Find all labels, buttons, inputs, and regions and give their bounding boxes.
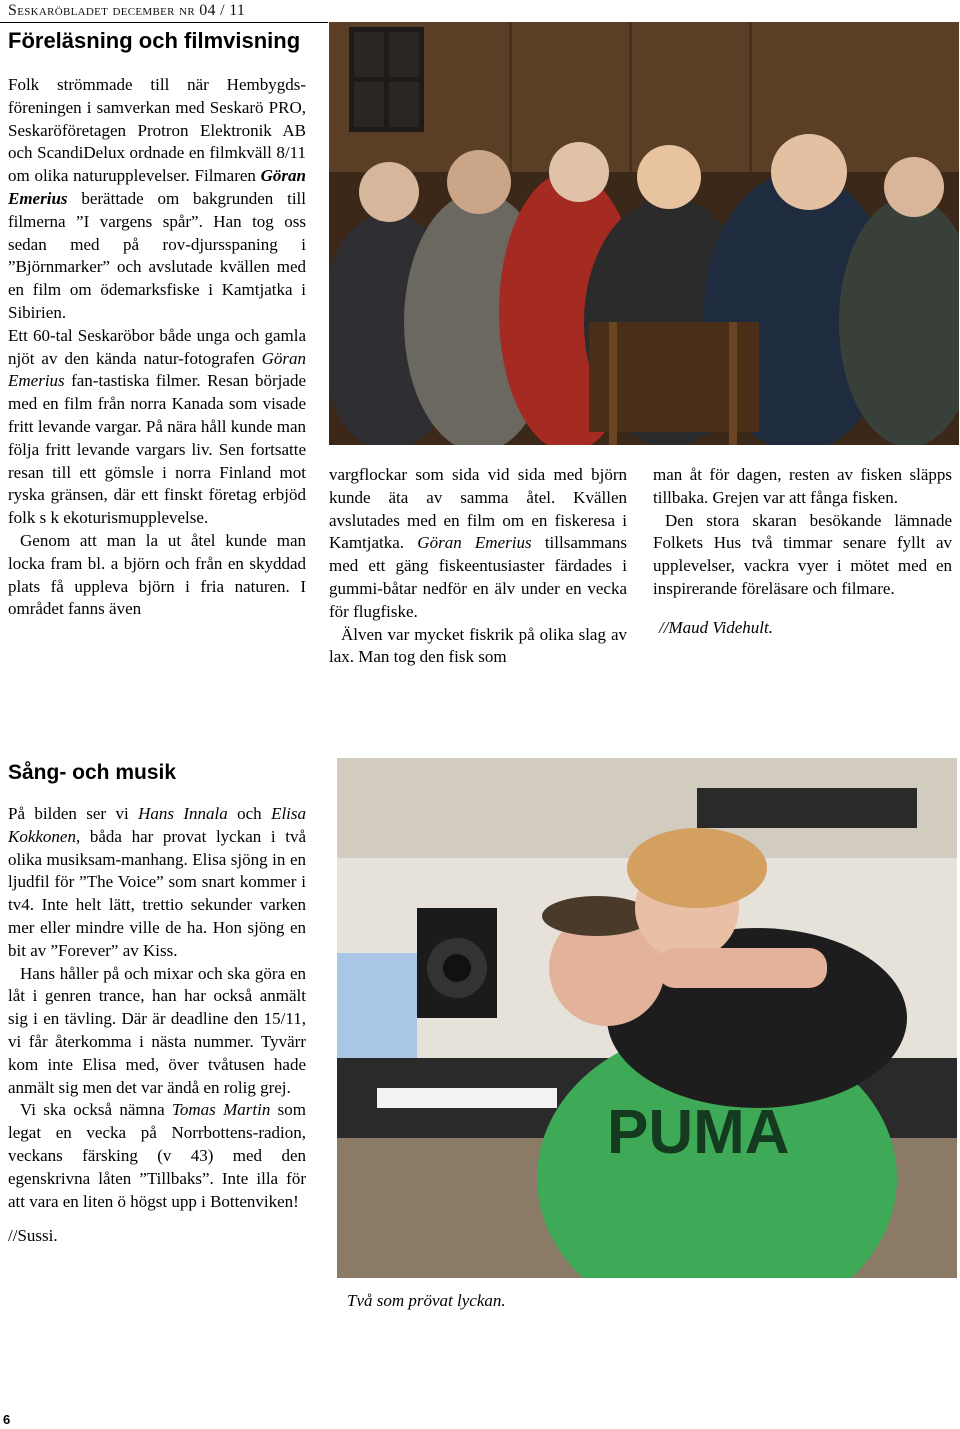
paragraph: Den stora skaran besökande lämnade Folkets Hus två timmar senare fyllt av upplevelser, vackra vyer i mötet med en inspirerande föreläsare och filmare. (653, 510, 952, 598)
text-run: Vi ska också nämna (20, 1100, 172, 1120)
text-run: , båda har provat lyckan i två olika musiksam-manhang. Elisa sjöng in en ljudfil för ”The Voice” som snart kommer i tv4. Inte helt lätt, trettio sekunder varken mer eller mindre ville de ha. Hon sjöng en bit av ”Forever” av Kiss. (8, 826, 306, 960)
text-run-name: Göran Emerius (417, 533, 532, 553)
audience-photo-image (329, 22, 959, 445)
text-run: Folk strömmade till när Hembygds-föreningen i samverkan med Seskarö PRO, Seskaröföretagen Protron Elektronik AB och ScandiDelux ordnade en filmkväll 8/11 om olika naturupplevelser. Filmaren (8, 75, 306, 186)
paragraph: Älven var mycket fiskrik på olika slag av lax. Man tog den fisk som (329, 624, 627, 667)
text-run: På bilden ser vi (8, 804, 139, 823)
audience-photo (329, 22, 959, 445)
header-rule (0, 22, 328, 23)
photo-caption: Två som prövat lyckan. (347, 1291, 506, 1310)
paragraph (8, 325, 306, 530)
text-run: och (227, 804, 272, 823)
studio-photo-image (337, 758, 957, 1278)
paragraph: man åt för dagen, resten av fisken släpps tillbaka. Grejen var att fånga fisken. (653, 465, 952, 507)
paragraph: Genom att man la ut åtel kunde man locka fram bl. a björn och från en skyddad plats få uppleva björn i fria naturen. I området fanns även (8, 530, 306, 619)
paragraph (8, 803, 306, 963)
article-column-3 (653, 464, 952, 640)
signature: //Sussi. (8, 1226, 58, 1246)
text-run: berättade om bakgrunden till filmerna ”I vargens spår”. Han tog oss sedan med på rov-djursspaning i ”Björnmarker” och avslutade kvällen med en film om ödemarksfiske i Kamtjatka i Sibirien. (8, 188, 306, 322)
text-run-name: Göran Emerius (8, 166, 306, 208)
text-run-name: Göran Emerius (8, 348, 306, 391)
section-title: Sång- och musik (8, 761, 177, 784)
signature: //Maud Videhult. (659, 617, 773, 637)
text-run-name: Hans Innala (138, 804, 228, 823)
page-number: 6 (3, 1412, 11, 1427)
article2-column (8, 803, 306, 1248)
text-run: vargflockar som sida vid sida med björn kunde äta av samma åtel. Kvällen avslutades med en film om en fiskeresa i Kamtjatka. (329, 465, 627, 553)
article-title: Föreläsning och filmvisning (8, 28, 301, 53)
text-run: Ett 60-tal Seskaröbor både unga och gamla njöt av den kända natur-fotografen (8, 325, 306, 368)
text-run-name: Elisa Kokkonen (8, 804, 307, 846)
studio-photo (337, 758, 957, 1278)
text-run-name: Tomas Martin (171, 1100, 271, 1120)
shirt-print: PUMA (607, 1098, 790, 1167)
text-run: fan-tastiska filmer. Resan började med en film från norra Kanada som visade fritt levande vargar. På nära håll kunde man följa fritt levande vargars liv. Sen fortsatte resan till ett gömsle i norra Finland mot ryska gränsen, där ett finskt företag erbjöd folk s k ekoturismupplevelse. (8, 371, 306, 528)
text-run: tillsammans med ett gäng fiskeentusiaster färdades i gummi-båtar nedför en älv under en vecka för flugfiske. (329, 533, 627, 621)
article-column-2 (329, 464, 627, 669)
running-head: Seskaröbladet december nr 04 / 11 (8, 2, 246, 19)
paragraph (8, 74, 306, 325)
paragraph: Hans håller på och mixar och ska göra en låt i genren trance, han har också anmält sig i en tävling. Där är deadline den 15/11, vi får återkomma i nästa nummer. Tyvärr kom inte Elisa med, över tvåtusen hade anmält sig men det var ändå en rolig grej. (8, 963, 306, 1097)
paragraph (329, 464, 627, 624)
article-column-1 (8, 74, 306, 621)
text-run: som legat en vecka på Norrbottens-radion, veckans färsking (v 43) med den egenskrivna låten ”Tillbaks”. Inte illa för att vara en liten ö högst upp i Bottenviken! (8, 1100, 306, 1211)
paragraph (8, 1099, 306, 1213)
